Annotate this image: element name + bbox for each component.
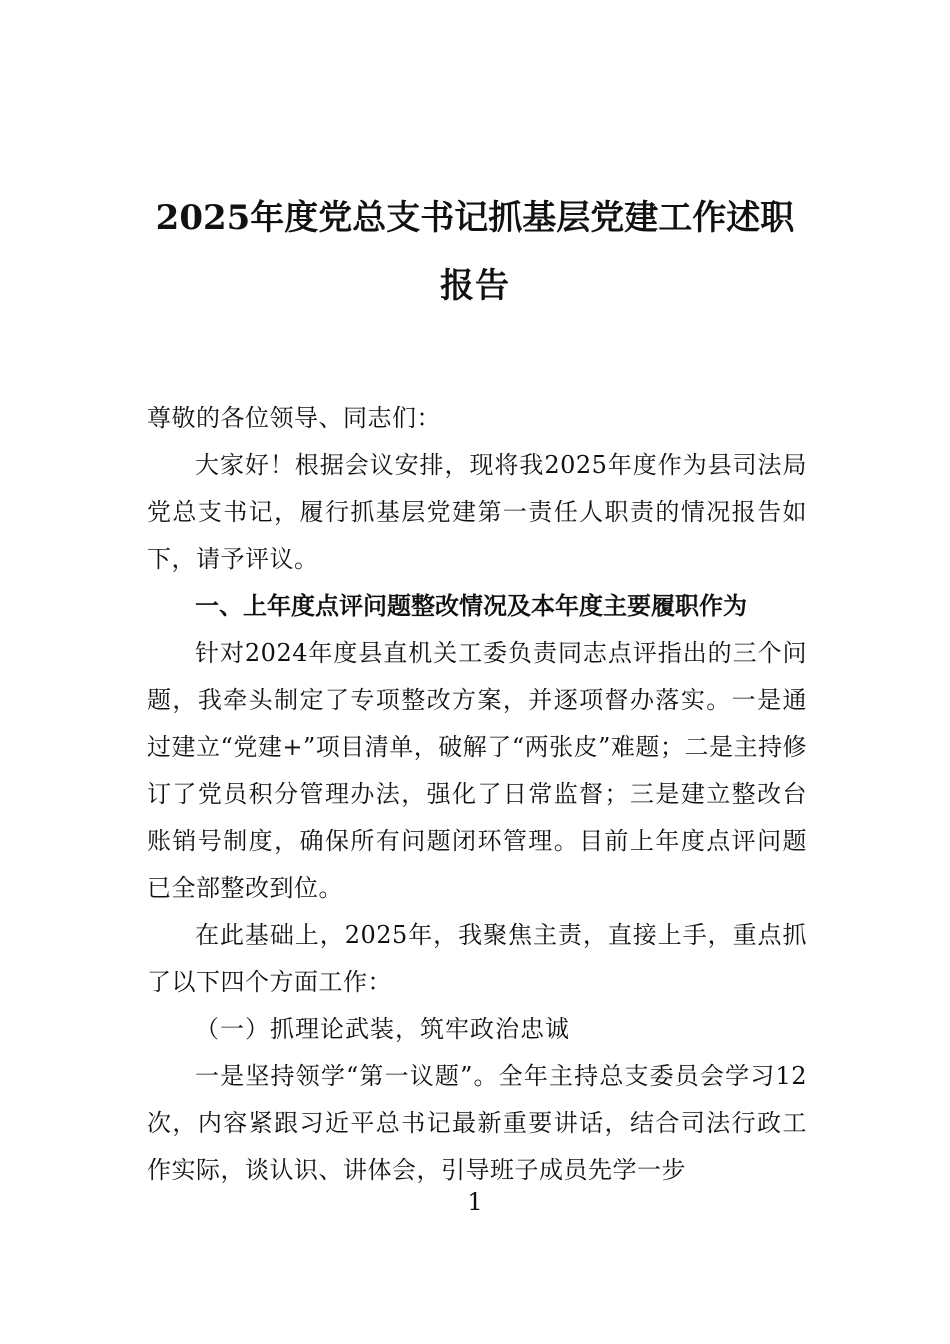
section1-paragraph-2: 在此基础上，2025年，我聚焦主责，直接上手，重点抓了以下四个方面工作： xyxy=(147,921,807,996)
subsection1-paragraph-1: 一是坚持领学“第一议题”。全年主持总支委员会学习12次，内容紧跟习近平总书记最新重要讲话，结合司法行政工作实际，谈认识、讲体会，引导班子成员先学一步 xyxy=(147,1062,807,1184)
intro-paragraph: 大家好！根据会议安排，现将我2025年度作为县司法局党总支书记，履行抓基层党建第一责任人职责的情况报告如下，请予评议。 xyxy=(147,451,807,573)
document-body xyxy=(147,395,807,1194)
document-title-line2: 报告 xyxy=(440,266,510,306)
section-heading-1: 一、上年度点评问题整改情况及本年度主要履职作为 xyxy=(195,592,747,620)
document-title-line1: 2025年度党总支书记抓基层党建工作述职 xyxy=(155,198,795,238)
page-number: 1 xyxy=(467,1188,483,1216)
section1-paragraph-1: 针对2024年度县直机关工委负责同志点评指出的三个问题，我牵头制定了专项整改方案，并逐项督办落实。一是通过建立“党建+”项目清单，破解了“两张皮”难题；二是主持修订了党员积分管理办法，强化了日常监督；三是建立整改台账销号制度，确保所有问题闭环管理。目前上年度点评问题已全部整改到位。 xyxy=(147,639,807,902)
subsection-heading-1: （一）抓理论武装，筑牢政治忠诚 xyxy=(195,1015,570,1043)
salutation: 尊敬的各位领导、同志们： xyxy=(147,404,441,432)
